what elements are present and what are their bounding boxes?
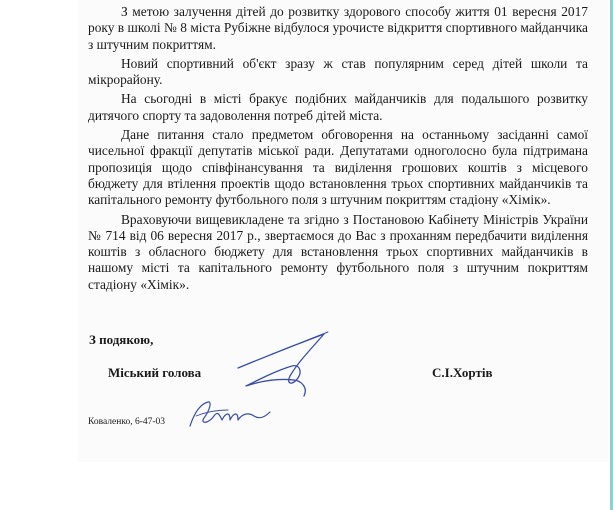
closing-phrase: З подякою, bbox=[89, 332, 154, 347]
signer-name: С.І.Хортів bbox=[432, 365, 493, 380]
paragraph-2: Новий спортивний об'єкт зразу ж став популярним серед дітей школи та мікрорайону. bbox=[88, 55, 588, 88]
paragraph-1: З метою залучення дітей до розвитку здорового способу життя 01 вересня 2017 року в школі № 8 міста Рубіжне відбулося урочисте відкриття спортивного майданчика з штучним покриттям. bbox=[88, 4, 588, 52]
paragraph-5: Враховуючи вищевикладене та згідно з Постановою Кабінету Міністрів України № 714 від 06 вересня 2017 р., звертаємося до Вас з проханням передбачити виділення коштів з обласного бюджету для встановлення трьох спортивних майданчиків в нашому місті та капітального ремонту футбольного поля з штучним покриттям стадіону «Хімік». bbox=[88, 211, 588, 292]
executor-contact: Коваленко, 6-47-03 bbox=[88, 417, 166, 427]
paragraph-4: Дане питання стало предметом обговорення на останньому засіданні самої чисельної фракції депутатів міської ради. Депутатами одноголосно була підтримана пропозиція щодо співфінансування та виділення грошових коштів з місцевого бюджету для втілення проектів щодо встановлення трьох спортивних майданчиків та капітального ремонту футбольного поля з штучним покриттям стадіону «Хімік». bbox=[88, 127, 588, 208]
letter-body bbox=[88, 4, 588, 293]
initials-signature-icon bbox=[184, 396, 274, 434]
signer-position: Міський голова bbox=[108, 365, 202, 380]
paragraph-3: На сьогодні в місті бракує подібних майданчиків для подальшого розвитку дитячого спорту та задоволення потреб дітей міста. bbox=[88, 91, 588, 123]
signature-icon bbox=[232, 328, 342, 400]
